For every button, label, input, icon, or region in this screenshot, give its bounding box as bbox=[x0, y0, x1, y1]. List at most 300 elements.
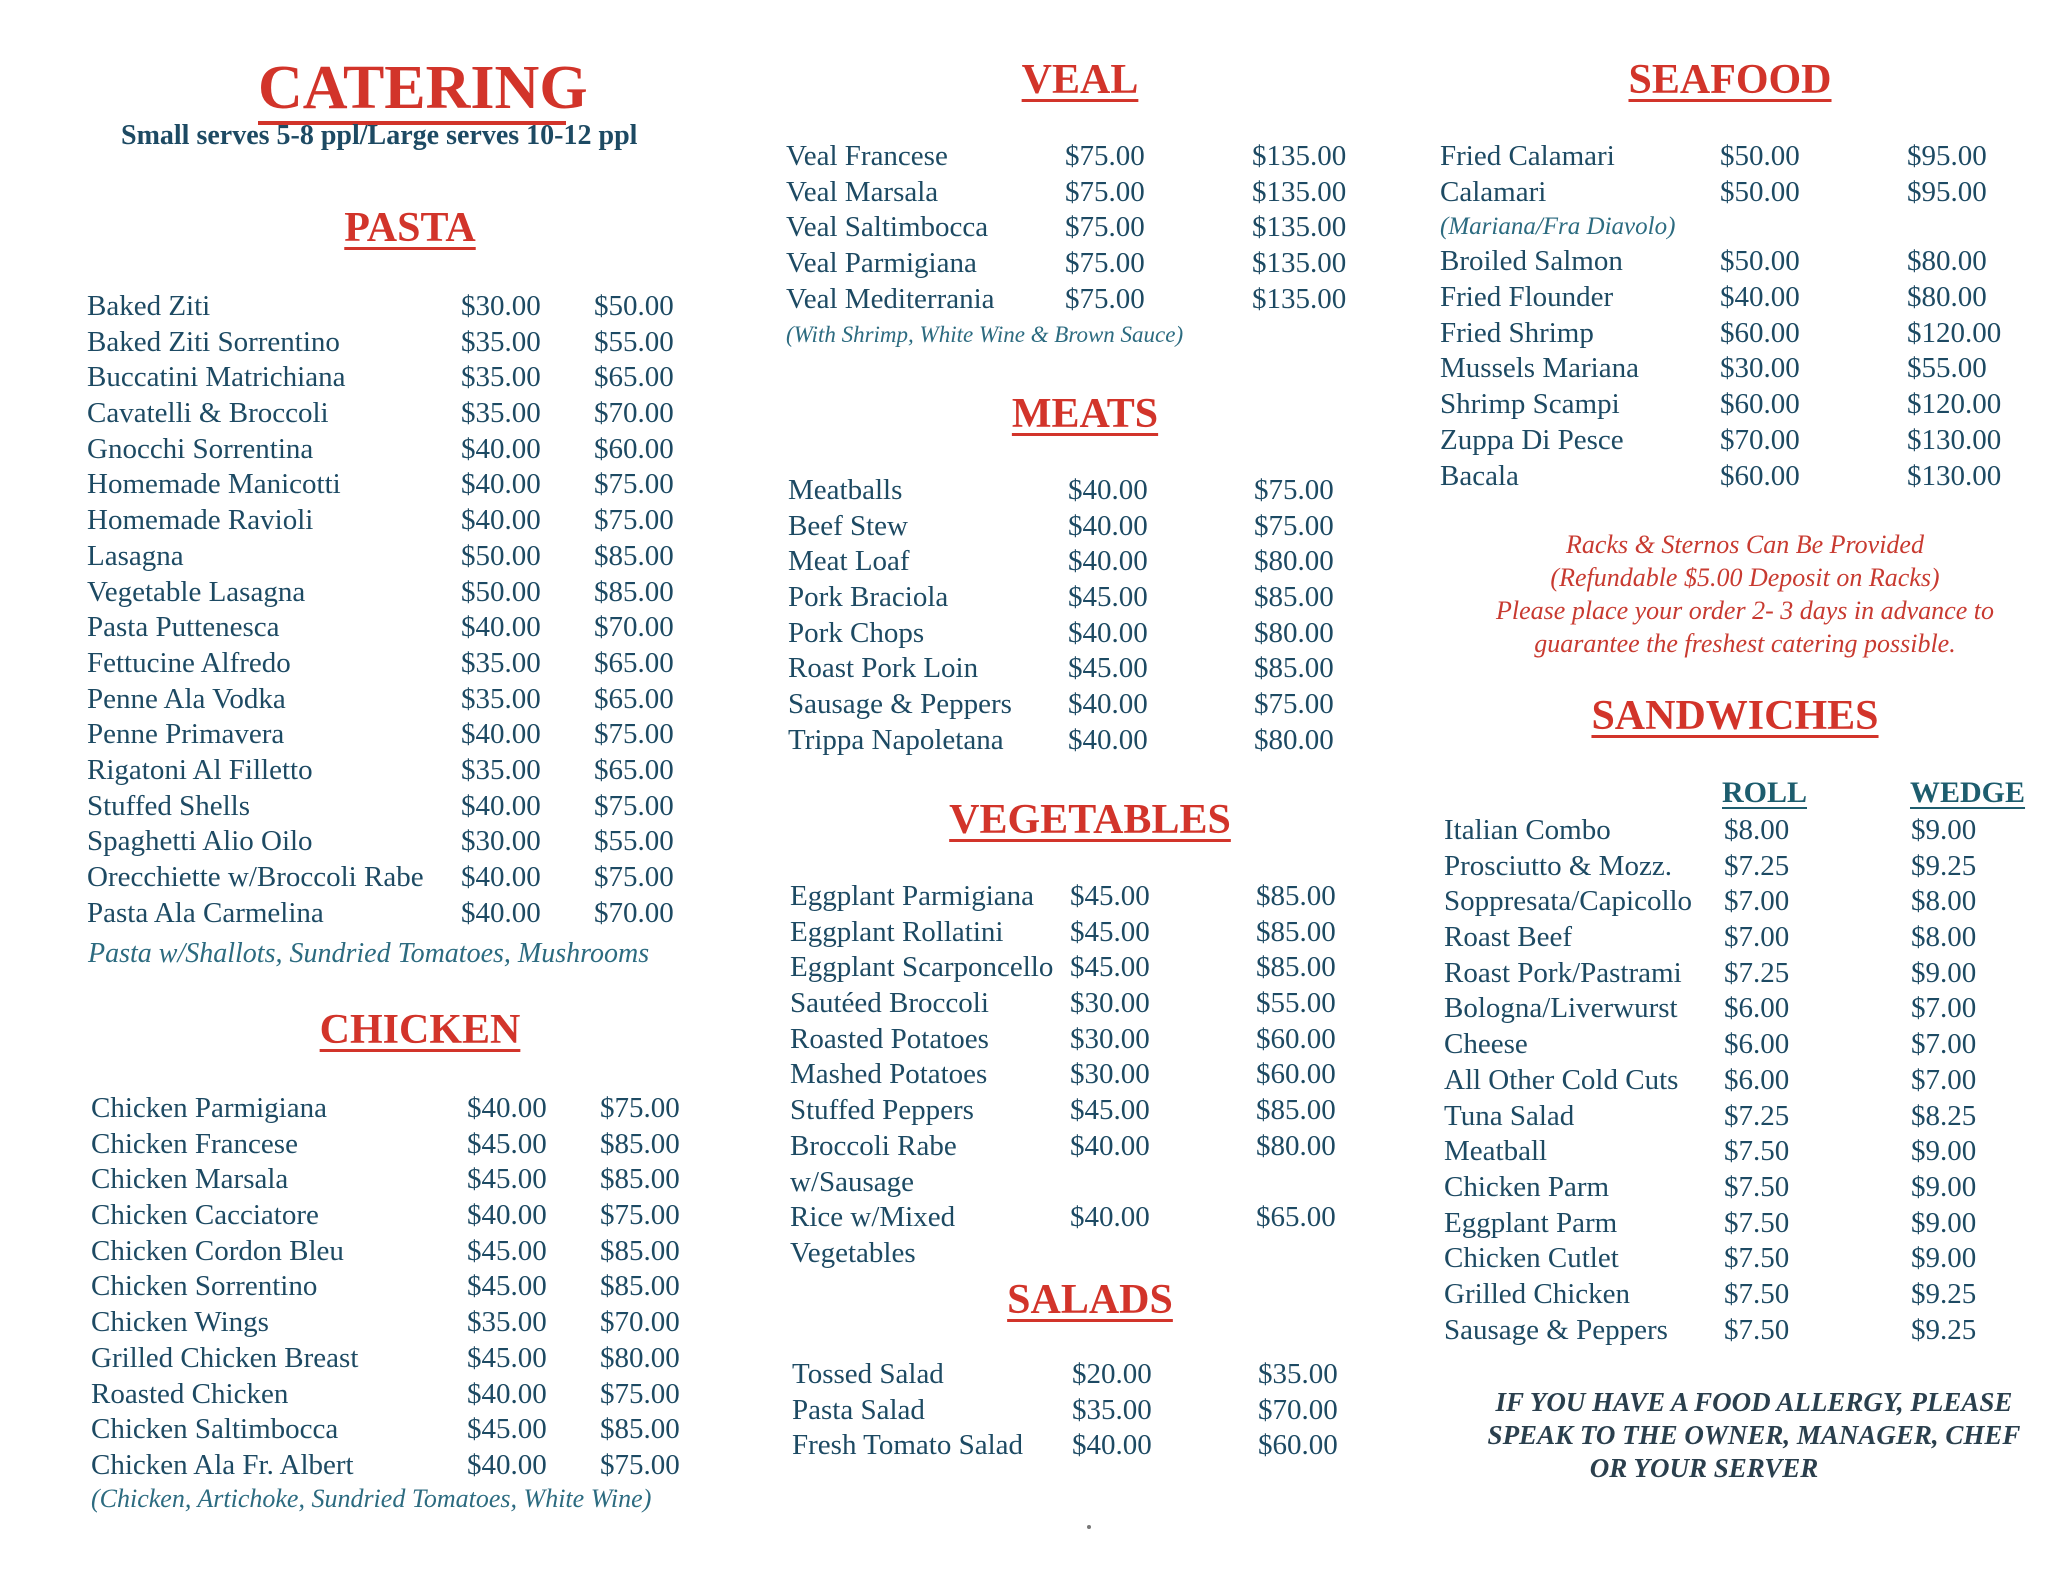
small-price: $40.00 bbox=[467, 1448, 547, 1481]
small-price: $7.50 bbox=[1724, 1277, 1790, 1310]
item-name: Baked Ziti Sorrentino bbox=[87, 325, 340, 358]
small-price: $6.00 bbox=[1724, 1063, 1790, 1096]
small-price: $7.25 bbox=[1724, 956, 1790, 989]
list-item bbox=[87, 647, 707, 683]
list-item bbox=[1444, 992, 2044, 1028]
large-price: $70.00 bbox=[594, 397, 674, 430]
small-price: $40.00 bbox=[461, 861, 541, 893]
large-price: $9.00 bbox=[1911, 814, 1977, 846]
veal-heading: VEAL bbox=[1021, 57, 1139, 103]
large-price: $70.00 bbox=[600, 1306, 680, 1339]
item-name: Beef Stew bbox=[788, 509, 908, 542]
list-item bbox=[91, 1092, 711, 1128]
list-item bbox=[792, 1358, 1372, 1394]
list-item bbox=[1444, 1135, 2044, 1171]
list-item bbox=[91, 1413, 711, 1449]
list-item bbox=[790, 1201, 1370, 1237]
small-price: $45.00 bbox=[1070, 880, 1150, 912]
small-price: $40.00 bbox=[461, 504, 541, 537]
item-name: Rigatoni Al Filletto bbox=[87, 753, 313, 786]
small-price: $45.00 bbox=[1068, 581, 1148, 614]
list-item bbox=[87, 897, 707, 933]
stray-dot bbox=[1087, 1525, 1091, 1529]
small-price: $45.00 bbox=[467, 1270, 547, 1303]
list-item bbox=[87, 825, 707, 861]
large-price: $70.00 bbox=[1258, 1393, 1338, 1426]
large-price: $85.00 bbox=[594, 575, 674, 608]
item-name: Roast Pork/Pastrami bbox=[1444, 956, 1682, 989]
list-item bbox=[87, 790, 707, 826]
item-name: Shrimp Scampi bbox=[1440, 388, 1620, 421]
list-item bbox=[1440, 352, 2040, 388]
large-price: $85.00 bbox=[1254, 652, 1334, 685]
item-name: Broiled Salmon bbox=[1440, 245, 1623, 278]
item-name: Pasta Salad bbox=[792, 1393, 925, 1426]
small-price: $50.00 bbox=[1720, 140, 1800, 172]
large-price: $9.00 bbox=[1911, 956, 1977, 989]
info-line: Racks & Sternos Can Be Provided bbox=[1566, 530, 1924, 559]
list-item bbox=[87, 754, 707, 790]
small-price: $30.00 bbox=[461, 290, 541, 322]
small-price: $40.00 bbox=[461, 789, 541, 822]
large-price: $135.00 bbox=[1252, 247, 1347, 280]
list-item bbox=[87, 326, 707, 362]
list-item bbox=[1444, 1171, 2044, 1207]
list-item bbox=[790, 1130, 1370, 1166]
item-name: Tuna Salad bbox=[1444, 1099, 1575, 1132]
list-item bbox=[91, 1199, 711, 1235]
large-price: $9.00 bbox=[1911, 1135, 1977, 1168]
item-name: Zuppa Di Pesce bbox=[1440, 423, 1624, 456]
large-price: $80.00 bbox=[600, 1341, 680, 1374]
small-price: $70.00 bbox=[1720, 423, 1800, 456]
item-name: Calamari bbox=[1440, 175, 1547, 208]
list-item bbox=[87, 290, 707, 326]
small-price: $6.00 bbox=[1724, 1028, 1790, 1061]
small-price: $40.00 bbox=[1068, 688, 1148, 721]
small-price: $40.00 bbox=[1068, 474, 1148, 506]
sandwiches-list bbox=[1444, 814, 2044, 1349]
item-name: Italian Combo bbox=[1444, 814, 1611, 846]
item-name: Chicken Cutlet bbox=[1444, 1242, 1619, 1275]
small-price: $45.00 bbox=[467, 1234, 547, 1267]
calamari-note bbox=[1440, 211, 2040, 245]
large-price: $50.00 bbox=[594, 290, 674, 322]
large-price: $85.00 bbox=[600, 1413, 680, 1446]
list-item bbox=[1444, 1064, 2044, 1100]
list-item bbox=[788, 652, 1368, 688]
large-price: $75.00 bbox=[594, 718, 674, 751]
small-price: $45.00 bbox=[1070, 951, 1150, 984]
small-price: $6.00 bbox=[1724, 992, 1790, 1025]
small-price: $30.00 bbox=[1070, 1022, 1150, 1055]
large-price: $75.00 bbox=[594, 504, 674, 537]
large-price: $120.00 bbox=[1907, 316, 2002, 349]
large-price: $85.00 bbox=[1256, 1094, 1336, 1127]
small-price: $75.00 bbox=[1065, 282, 1145, 315]
large-price: $60.00 bbox=[594, 432, 674, 465]
item-name: Vegetables bbox=[790, 1236, 916, 1269]
large-price: $8.00 bbox=[1911, 885, 1977, 918]
small-price: $7.00 bbox=[1724, 921, 1790, 954]
large-price: $9.00 bbox=[1911, 1242, 1977, 1275]
small-price: $45.00 bbox=[467, 1127, 547, 1160]
list-item bbox=[1440, 281, 2040, 317]
list-item bbox=[1444, 814, 2044, 850]
item-name: Eggplant Parm bbox=[1444, 1206, 1618, 1239]
list-item bbox=[87, 718, 707, 754]
veal-list bbox=[786, 140, 1366, 318]
item-name: Vegetable Lasagna bbox=[87, 575, 306, 608]
small-price: $45.00 bbox=[1070, 1094, 1150, 1127]
small-price: $50.00 bbox=[1720, 175, 1800, 208]
large-price: $65.00 bbox=[594, 646, 674, 679]
small-price: $40.00 bbox=[1068, 616, 1148, 649]
large-price: $75.00 bbox=[600, 1448, 680, 1481]
small-price: $35.00 bbox=[461, 325, 541, 358]
item-name: Chicken Cordon Bleu bbox=[91, 1234, 344, 1267]
item-name: Grilled Chicken bbox=[1444, 1277, 1631, 1310]
large-price: $65.00 bbox=[1256, 1201, 1336, 1234]
item-name: Veal Marsala bbox=[786, 175, 939, 208]
item-name: Meat Loaf bbox=[788, 545, 910, 578]
list-item bbox=[1444, 921, 2044, 957]
item-name: Homemade Ravioli bbox=[87, 504, 314, 537]
list-item bbox=[788, 581, 1368, 617]
large-price: $75.00 bbox=[594, 861, 674, 893]
seafood-heading: SEAFOOD bbox=[1628, 57, 1832, 103]
small-price: $75.00 bbox=[1065, 140, 1145, 172]
item-name: Penne Ala Vodka bbox=[87, 682, 286, 715]
large-price: $7.00 bbox=[1911, 992, 1977, 1025]
item-name: Gnocchi Sorrentina bbox=[87, 432, 314, 465]
list-item bbox=[790, 880, 1370, 916]
item-name: Bologna/Liverwurst bbox=[1444, 992, 1678, 1025]
list-item bbox=[87, 468, 707, 504]
item-name: Stuffed Shells bbox=[87, 789, 250, 822]
small-price: $35.00 bbox=[461, 397, 541, 430]
item-name: Sausage & Peppers bbox=[788, 688, 1012, 721]
list-item bbox=[1440, 140, 2040, 176]
item-name: Pork Braciola bbox=[788, 581, 949, 614]
item-name: Veal Mediterrania bbox=[786, 282, 995, 315]
large-price: $60.00 bbox=[1256, 1022, 1336, 1055]
small-price: $40.00 bbox=[1068, 545, 1148, 578]
small-price: $7.50 bbox=[1724, 1242, 1790, 1275]
item-name: Chicken Cacciatore bbox=[91, 1199, 319, 1232]
large-price: $95.00 bbox=[1907, 140, 1987, 172]
item-name: Chicken Marsala bbox=[91, 1163, 289, 1196]
list-item bbox=[1444, 1207, 2044, 1243]
list-item bbox=[1444, 1278, 2044, 1314]
small-price: $45.00 bbox=[467, 1413, 547, 1446]
list-item bbox=[1444, 1100, 2044, 1136]
item-name: Roast Pork Loin bbox=[788, 652, 979, 685]
item-name: Buccatini Matrichiana bbox=[87, 361, 346, 394]
item-name: Eggplant Rollatini bbox=[790, 915, 1004, 948]
meats-list bbox=[788, 474, 1368, 760]
list-item bbox=[790, 1023, 1370, 1059]
allergy-line: SPEAK TO THE OWNER, MANAGER, CHEF bbox=[1487, 1420, 2021, 1450]
small-price: $7.50 bbox=[1724, 1313, 1790, 1346]
chicken-heading: CHICKEN bbox=[319, 1007, 521, 1053]
salads-list bbox=[792, 1358, 1372, 1465]
salads-heading: SALADS bbox=[1007, 1277, 1173, 1323]
large-price: $80.00 bbox=[1907, 281, 1987, 314]
small-price: $7.25 bbox=[1724, 849, 1790, 882]
large-price: $80.00 bbox=[1256, 1129, 1336, 1162]
list-item bbox=[1440, 245, 2040, 281]
small-price: $40.00 bbox=[1068, 509, 1148, 542]
item-name: Chicken Parm bbox=[1444, 1170, 1610, 1203]
list-item bbox=[87, 611, 707, 647]
list-item bbox=[790, 951, 1370, 987]
large-price: $135.00 bbox=[1252, 282, 1347, 315]
item-name: Pasta Ala Carmelina bbox=[87, 896, 324, 929]
pasta-heading: PASTA bbox=[344, 205, 476, 251]
list-item bbox=[792, 1394, 1372, 1430]
item-name: Penne Primavera bbox=[87, 718, 285, 751]
large-price: $65.00 bbox=[594, 753, 674, 786]
list-item bbox=[91, 1342, 711, 1378]
item-name: Chicken Sorrentino bbox=[91, 1270, 318, 1303]
small-price: $35.00 bbox=[461, 682, 541, 715]
small-price: $35.00 bbox=[461, 361, 541, 394]
small-price: $40.00 bbox=[467, 1377, 547, 1410]
item-name: Soppresata/Capicollo bbox=[1444, 885, 1693, 918]
small-price: $40.00 bbox=[467, 1199, 547, 1232]
small-price: $40.00 bbox=[461, 896, 541, 929]
vegetables-list bbox=[790, 880, 1370, 1273]
list-item bbox=[786, 247, 1366, 283]
large-price: $80.00 bbox=[1254, 723, 1334, 756]
large-price: $75.00 bbox=[1254, 474, 1334, 506]
item-name: Roasted Potatoes bbox=[790, 1022, 989, 1055]
item-name: Sautéed Broccoli bbox=[790, 987, 989, 1020]
list-item bbox=[91, 1306, 711, 1342]
item-name: Grilled Chicken Breast bbox=[91, 1341, 359, 1374]
item-name: Eggplant Scarponcello bbox=[790, 951, 1054, 984]
serving-size-subtitle: Small serves 5-8 ppl/Large serves 10-12 ppl bbox=[121, 120, 638, 151]
large-price: $85.00 bbox=[1256, 915, 1336, 948]
small-price: $45.00 bbox=[1070, 915, 1150, 948]
item-name: Sausage & Peppers bbox=[1444, 1313, 1668, 1346]
veal-note: (With Shrimp, White Wine & Brown Sauce) bbox=[786, 322, 1184, 347]
item-name: Fresh Tomato Salad bbox=[792, 1429, 1024, 1462]
item-name: Tossed Salad bbox=[792, 1358, 944, 1390]
large-price: $75.00 bbox=[1254, 509, 1334, 542]
large-price: $55.00 bbox=[1907, 352, 1987, 385]
calamari-note-text: (Mariana/Fra Diavolo) bbox=[1440, 213, 1676, 241]
item-name: Eggplant Parmigiana bbox=[790, 880, 1035, 912]
small-price: $50.00 bbox=[461, 539, 541, 572]
small-price: $60.00 bbox=[1720, 388, 1800, 421]
list-item bbox=[1440, 424, 2040, 460]
large-price: $70.00 bbox=[594, 611, 674, 644]
small-price: $45.00 bbox=[467, 1163, 547, 1196]
large-price: $75.00 bbox=[594, 789, 674, 822]
list-item bbox=[87, 504, 707, 540]
list-item bbox=[91, 1449, 711, 1485]
item-name: Chicken Francese bbox=[91, 1127, 298, 1160]
item-name: Baked Ziti bbox=[87, 290, 211, 322]
item-name: Fried Flounder bbox=[1440, 281, 1614, 314]
item-name: Cavatelli & Broccoli bbox=[87, 397, 329, 430]
small-price: $30.00 bbox=[1070, 987, 1150, 1020]
large-price: $75.00 bbox=[600, 1092, 680, 1124]
large-price: $135.00 bbox=[1252, 211, 1347, 244]
info-line: (Refundable $5.00 Deposit on Racks) bbox=[1550, 563, 1940, 592]
small-price: $40.00 bbox=[461, 432, 541, 465]
item-name: Meatball bbox=[1444, 1135, 1548, 1168]
small-price: $75.00 bbox=[1065, 247, 1145, 280]
list-item bbox=[788, 617, 1368, 653]
list-item bbox=[87, 361, 707, 397]
large-price: $75.00 bbox=[594, 468, 674, 501]
list-item bbox=[1444, 1242, 2044, 1278]
racks-info bbox=[1445, 528, 2045, 660]
small-price: $40.00 bbox=[461, 718, 541, 751]
large-price: $85.00 bbox=[600, 1234, 680, 1267]
allergy-notice bbox=[1440, 1386, 2048, 1485]
large-price: $8.00 bbox=[1911, 921, 1977, 954]
large-price: $65.00 bbox=[594, 361, 674, 394]
large-price: $55.00 bbox=[594, 825, 674, 858]
item-name: Rice w/Mixed bbox=[790, 1201, 956, 1234]
list-item bbox=[790, 987, 1370, 1023]
large-price: $7.00 bbox=[1911, 1028, 1977, 1061]
small-price: $50.00 bbox=[1720, 245, 1800, 278]
large-price: $8.25 bbox=[1911, 1099, 1977, 1132]
large-price: $75.00 bbox=[600, 1199, 680, 1232]
seafood-list bbox=[1440, 140, 2040, 495]
small-price: $40.00 bbox=[467, 1092, 547, 1124]
list-item bbox=[790, 1094, 1370, 1130]
list-item bbox=[790, 1058, 1370, 1094]
small-price: $7.50 bbox=[1724, 1135, 1790, 1168]
item-name: Roast Beef bbox=[1444, 921, 1573, 954]
small-price: $35.00 bbox=[1072, 1393, 1152, 1426]
list-item bbox=[91, 1235, 711, 1271]
large-price: $65.00 bbox=[594, 682, 674, 715]
small-price: $60.00 bbox=[1720, 459, 1800, 492]
small-price: $7.25 bbox=[1724, 1099, 1790, 1132]
item-name: Meatballs bbox=[788, 474, 903, 506]
roll-column-header: ROLL bbox=[1722, 776, 1808, 809]
small-price: $8.00 bbox=[1724, 814, 1790, 846]
list-item bbox=[788, 474, 1368, 510]
item-name: Mashed Potatoes bbox=[790, 1058, 988, 1091]
large-price: $9.25 bbox=[1911, 1277, 1977, 1310]
small-price: $35.00 bbox=[467, 1306, 547, 1339]
info-line: Please place your order 2- 3 days in advance to bbox=[1496, 596, 1994, 625]
list-item bbox=[786, 176, 1366, 212]
item-name: w/Sausage bbox=[790, 1165, 915, 1198]
list-item bbox=[1444, 850, 2044, 886]
large-price: $60.00 bbox=[1258, 1429, 1338, 1462]
item-name: Chicken Parmigiana bbox=[91, 1092, 327, 1124]
item-name: All Other Cold Cuts bbox=[1444, 1063, 1679, 1096]
item-name: Chicken Saltimbocca bbox=[91, 1413, 339, 1446]
item-name: Orecchiette w/Broccoli Rabe bbox=[87, 861, 424, 893]
list-item bbox=[1440, 388, 2040, 424]
pasta-note: Pasta w/Shallots, Sundried Tomatoes, Mushrooms bbox=[88, 938, 650, 969]
small-price: $40.00 bbox=[1070, 1201, 1150, 1234]
large-price: $60.00 bbox=[1256, 1058, 1336, 1091]
item-name: Fried Shrimp bbox=[1440, 316, 1594, 349]
list-item bbox=[790, 916, 1370, 952]
list-item bbox=[87, 433, 707, 469]
list-item bbox=[788, 510, 1368, 546]
small-price: $40.00 bbox=[1720, 281, 1800, 314]
large-price: $9.25 bbox=[1911, 849, 1977, 882]
list-item bbox=[87, 861, 707, 897]
large-price: $85.00 bbox=[1256, 951, 1336, 984]
chicken-list bbox=[91, 1092, 711, 1485]
list-item bbox=[91, 1128, 711, 1164]
list-item bbox=[786, 283, 1366, 319]
list-item bbox=[788, 688, 1368, 724]
item-name: Bacala bbox=[1440, 459, 1519, 492]
list-item bbox=[87, 683, 707, 719]
item-name: Pasta Puttenesca bbox=[87, 611, 280, 644]
list-item bbox=[1444, 885, 2044, 921]
large-price: $7.00 bbox=[1911, 1063, 1977, 1096]
list-item bbox=[786, 140, 1366, 176]
small-price: $35.00 bbox=[461, 753, 541, 786]
chicken-note: (Chicken, Artichoke, Sundried Tomatoes, White Wine) bbox=[91, 1484, 652, 1513]
large-price: $85.00 bbox=[600, 1163, 680, 1196]
item-name: Mussels Mariana bbox=[1440, 352, 1639, 385]
small-price: $40.00 bbox=[461, 468, 541, 501]
small-price: $60.00 bbox=[1720, 316, 1800, 349]
large-price: $70.00 bbox=[594, 896, 674, 929]
item-name: Lasagna bbox=[87, 539, 184, 572]
list-item bbox=[1440, 176, 2040, 212]
item-name: Chicken Ala Fr. Albert bbox=[91, 1448, 354, 1481]
large-price: $120.00 bbox=[1907, 388, 2002, 421]
small-price: $45.00 bbox=[1068, 652, 1148, 685]
pasta-list bbox=[87, 290, 707, 932]
large-price: $95.00 bbox=[1907, 175, 1987, 208]
item-name: Broccoli Rabe bbox=[790, 1129, 957, 1162]
catering-title: CATERING bbox=[258, 56, 566, 125]
list-item bbox=[91, 1270, 711, 1306]
small-price: $75.00 bbox=[1065, 175, 1145, 208]
vegetables-heading: VEGETABLES bbox=[949, 797, 1231, 843]
item-name: Spaghetti Alio Oilo bbox=[87, 825, 313, 858]
item-name: Homemade Manicotti bbox=[87, 468, 341, 501]
large-price: $85.00 bbox=[600, 1127, 680, 1160]
large-price: $75.00 bbox=[1254, 688, 1334, 721]
small-price: $7.50 bbox=[1724, 1170, 1790, 1203]
sandwiches-heading: SANDWICHES bbox=[1591, 693, 1879, 739]
list-item bbox=[788, 545, 1368, 581]
small-price: $30.00 bbox=[461, 825, 541, 858]
list-item bbox=[87, 576, 707, 612]
large-price: $85.00 bbox=[1254, 581, 1334, 614]
large-price: $35.00 bbox=[1258, 1358, 1338, 1390]
large-price: $130.00 bbox=[1907, 423, 2002, 456]
small-price: $30.00 bbox=[1070, 1058, 1150, 1091]
large-price: $85.00 bbox=[600, 1270, 680, 1303]
large-price: $80.00 bbox=[1254, 616, 1334, 649]
small-price: $40.00 bbox=[461, 611, 541, 644]
item-name: Veal Francese bbox=[786, 140, 948, 172]
small-price: $20.00 bbox=[1072, 1358, 1152, 1390]
large-price: $85.00 bbox=[1256, 880, 1336, 912]
large-price: $135.00 bbox=[1252, 140, 1347, 172]
